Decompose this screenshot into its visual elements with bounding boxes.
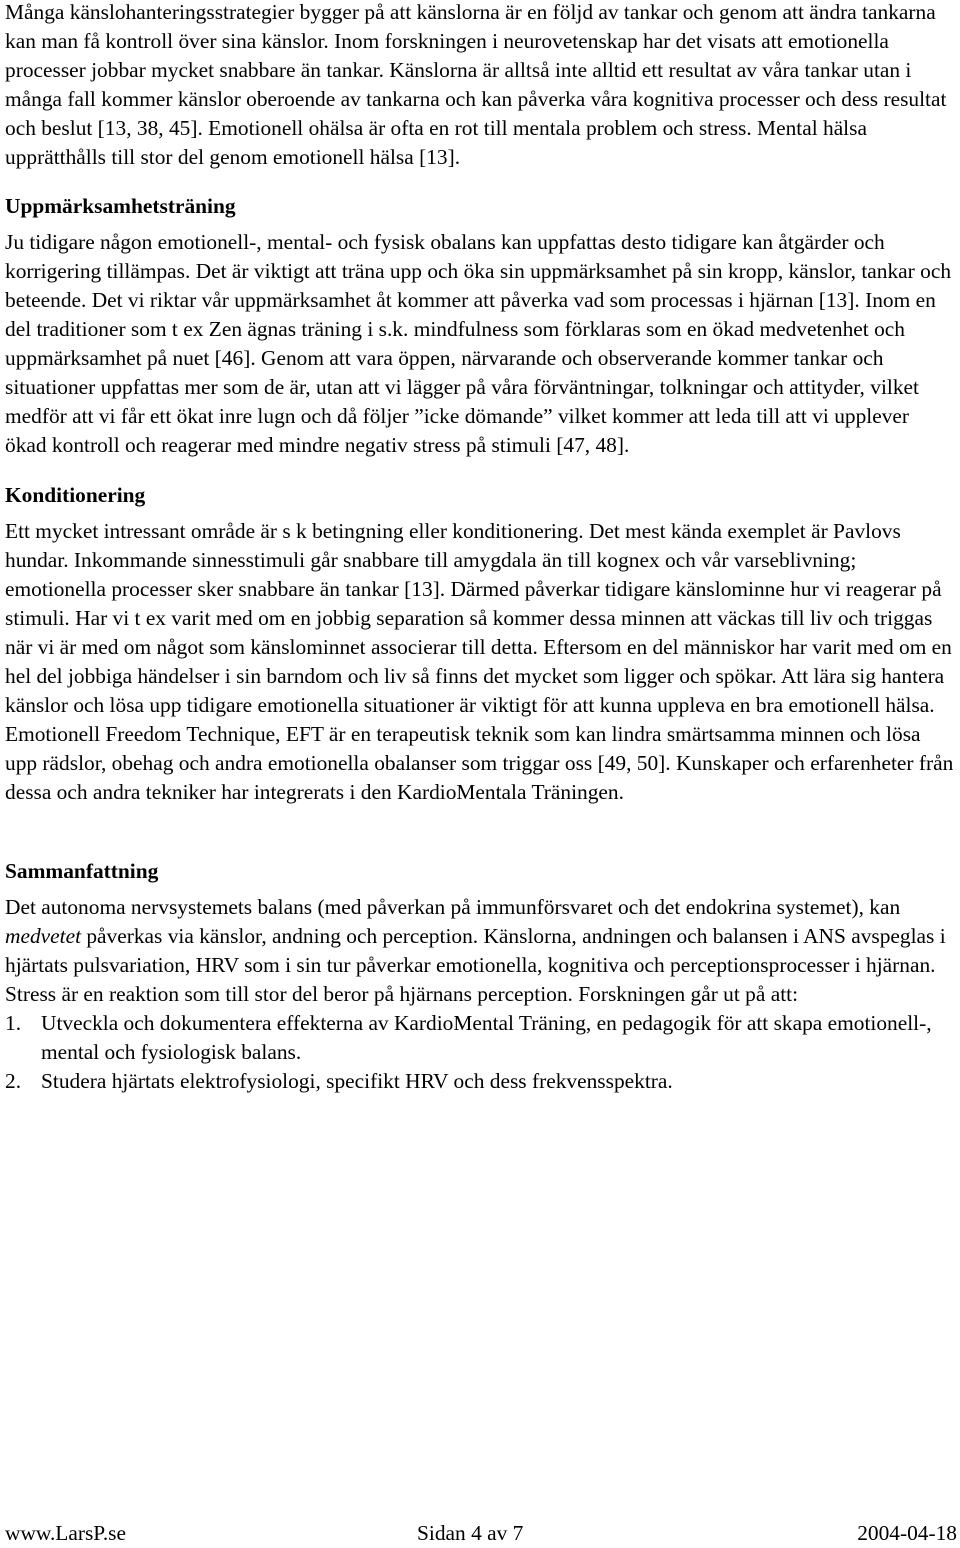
page-footer	[5, 1519, 957, 1548]
section-heading-konditionering: Konditionering	[5, 483, 146, 507]
section-konditionering	[5, 481, 955, 807]
section-uppmarksamhetstraning	[5, 192, 955, 460]
research-goals-list	[5, 1009, 955, 1096]
list-item	[5, 1009, 955, 1067]
footer-date: 2004-04-18	[857, 1521, 957, 1545]
section-heading-uppmarksamhetstraning: Uppmärksamhetsträning	[5, 194, 236, 218]
sammanfattning-text-after: påverkas via känslor, andning och perception. Känslorna, andningen och balansen i ANS avspeglas i hjärtats pulsvariation, HRV som i sin tur påverkar emotionella, kognitiva och perceptionsprocesser i hjärnan. Stress är en reaktion som till stor del beror på hjärnans perception. Forskningen går ut på att:	[5, 924, 946, 1006]
list-item-text: Utveckla och dokumentera effekterna av KardioMental Träning, en pedagogik för att skapa emotionell-, mental och fysiologisk balans.	[41, 1011, 932, 1064]
list-item	[5, 1067, 955, 1096]
sammanfattning-paragraph	[5, 893, 955, 1009]
footer-page-number: Sidan 4 av 7	[417, 1521, 524, 1545]
list-item-number: 2.	[5, 1069, 22, 1093]
list-item-number: 1.	[5, 1011, 22, 1035]
section-heading-sammanfattning: Sammanfattning	[5, 859, 159, 883]
sammanfattning-text-before: Det autonoma nervsystemets balans (med påverkan på immunförsvaret och det endokrina systemet), kan	[5, 895, 901, 919]
emphasis-medvetet: medvetet	[5, 924, 82, 948]
uppmarksamhet-paragraph: Ju tidigare någon emotionell-, mental- och fysisk obalans kan uppfattas desto tidigare kan åtgärder och korrigering tillämpas. Det är viktigt att träna upp och öka sin uppmärksamhet på sin kropp, känslor, tankar och beteende. Det vi riktar vår uppmärksamhet åt kommer att påverka vad som processas i hjärnan [13]. Inom en del traditioner som t ex Zen ägnas träning i s.k. mindfulness som förklaras som en ökad medvetenhet och uppmärksamhet på nuet [46]. Genom att vara öppen, närvarande och observerande kommer tankar och situationer uppfattas mer som de är, utan att vi lägger på våra förväntningar, tolkningar och attityder, vilket medför att vi får ett ökat inre lugn och då följer ”icke dömande” vilket kommer att leda till att vi upplever ökad kontroll och reagerar med mindre negativ stress på stimuli [47, 48].	[5, 230, 952, 457]
list-item-text: Studera hjärtats elektrofysiologi, specifikt HRV och dess frekvensspektra.	[41, 1069, 673, 1093]
intro-paragraph: Många känslohanteringsstrategier bygger på att känslorna är en följd av tankar och genom att ändra tankarna kan man få kontroll över sina känslor. Inom forskningen i neurovetenskap har det visats att emotionella processer jobbar mycket snabbare än tankar. Känslorna är alltså inte alltid ett resultat av våra tankar utan i många fall kommer känslor oberoende av tankarna och kan påverka våra kognitiva processer och dess resultat och beslut [13, 38, 45]. Emotionell ohälsa är ofta en rot till mentala problem och stress. Mental hälsa upprätthålls till stor del genom emotionell hälsa [13].	[5, 0, 947, 169]
konditionering-paragraph: Ett mycket intressant område är s k betingning eller konditionering. Det mest kända exemplet är Pavlovs hundar. Inkommande sinnesstimuli går snabbare till amygdala än till kognex och vår varseblivning; emotionella processer sker snabbare än tankar [13]. Därmed påverkar tidigare känslominne hur vi reagerar på stimuli. Har vi t ex varit med om en jobbig separation så kommer dessa minnen att väckas till liv och triggas när vi är med om något som känslominnet associerar till detta. Eftersom en del människor har varit med om en hel del jobbiga händelser i sin barndom och liv så finns det mycket som ligger och spökar. Att lära sig hantera känslor och lösa upp tidigare emotionella situationer är viktigt för att kunna uppleva en bra emotionell hälsa. Emotionell Freedom Technique, EFT är en terapeutisk teknik som kan lindra smärtsamma minnen och lösa upp rädslor, obehag och andra emotionella obalanser som triggar oss [49, 50]. Kunskaper och erfarenheter från dessa och andra tekniker har integrerats i den KardioMentala Träningen.	[5, 519, 954, 804]
document-page	[5, 0, 955, 1096]
section-sammanfattning	[5, 857, 955, 1096]
footer-website: www.LarsP.se	[5, 1521, 126, 1545]
